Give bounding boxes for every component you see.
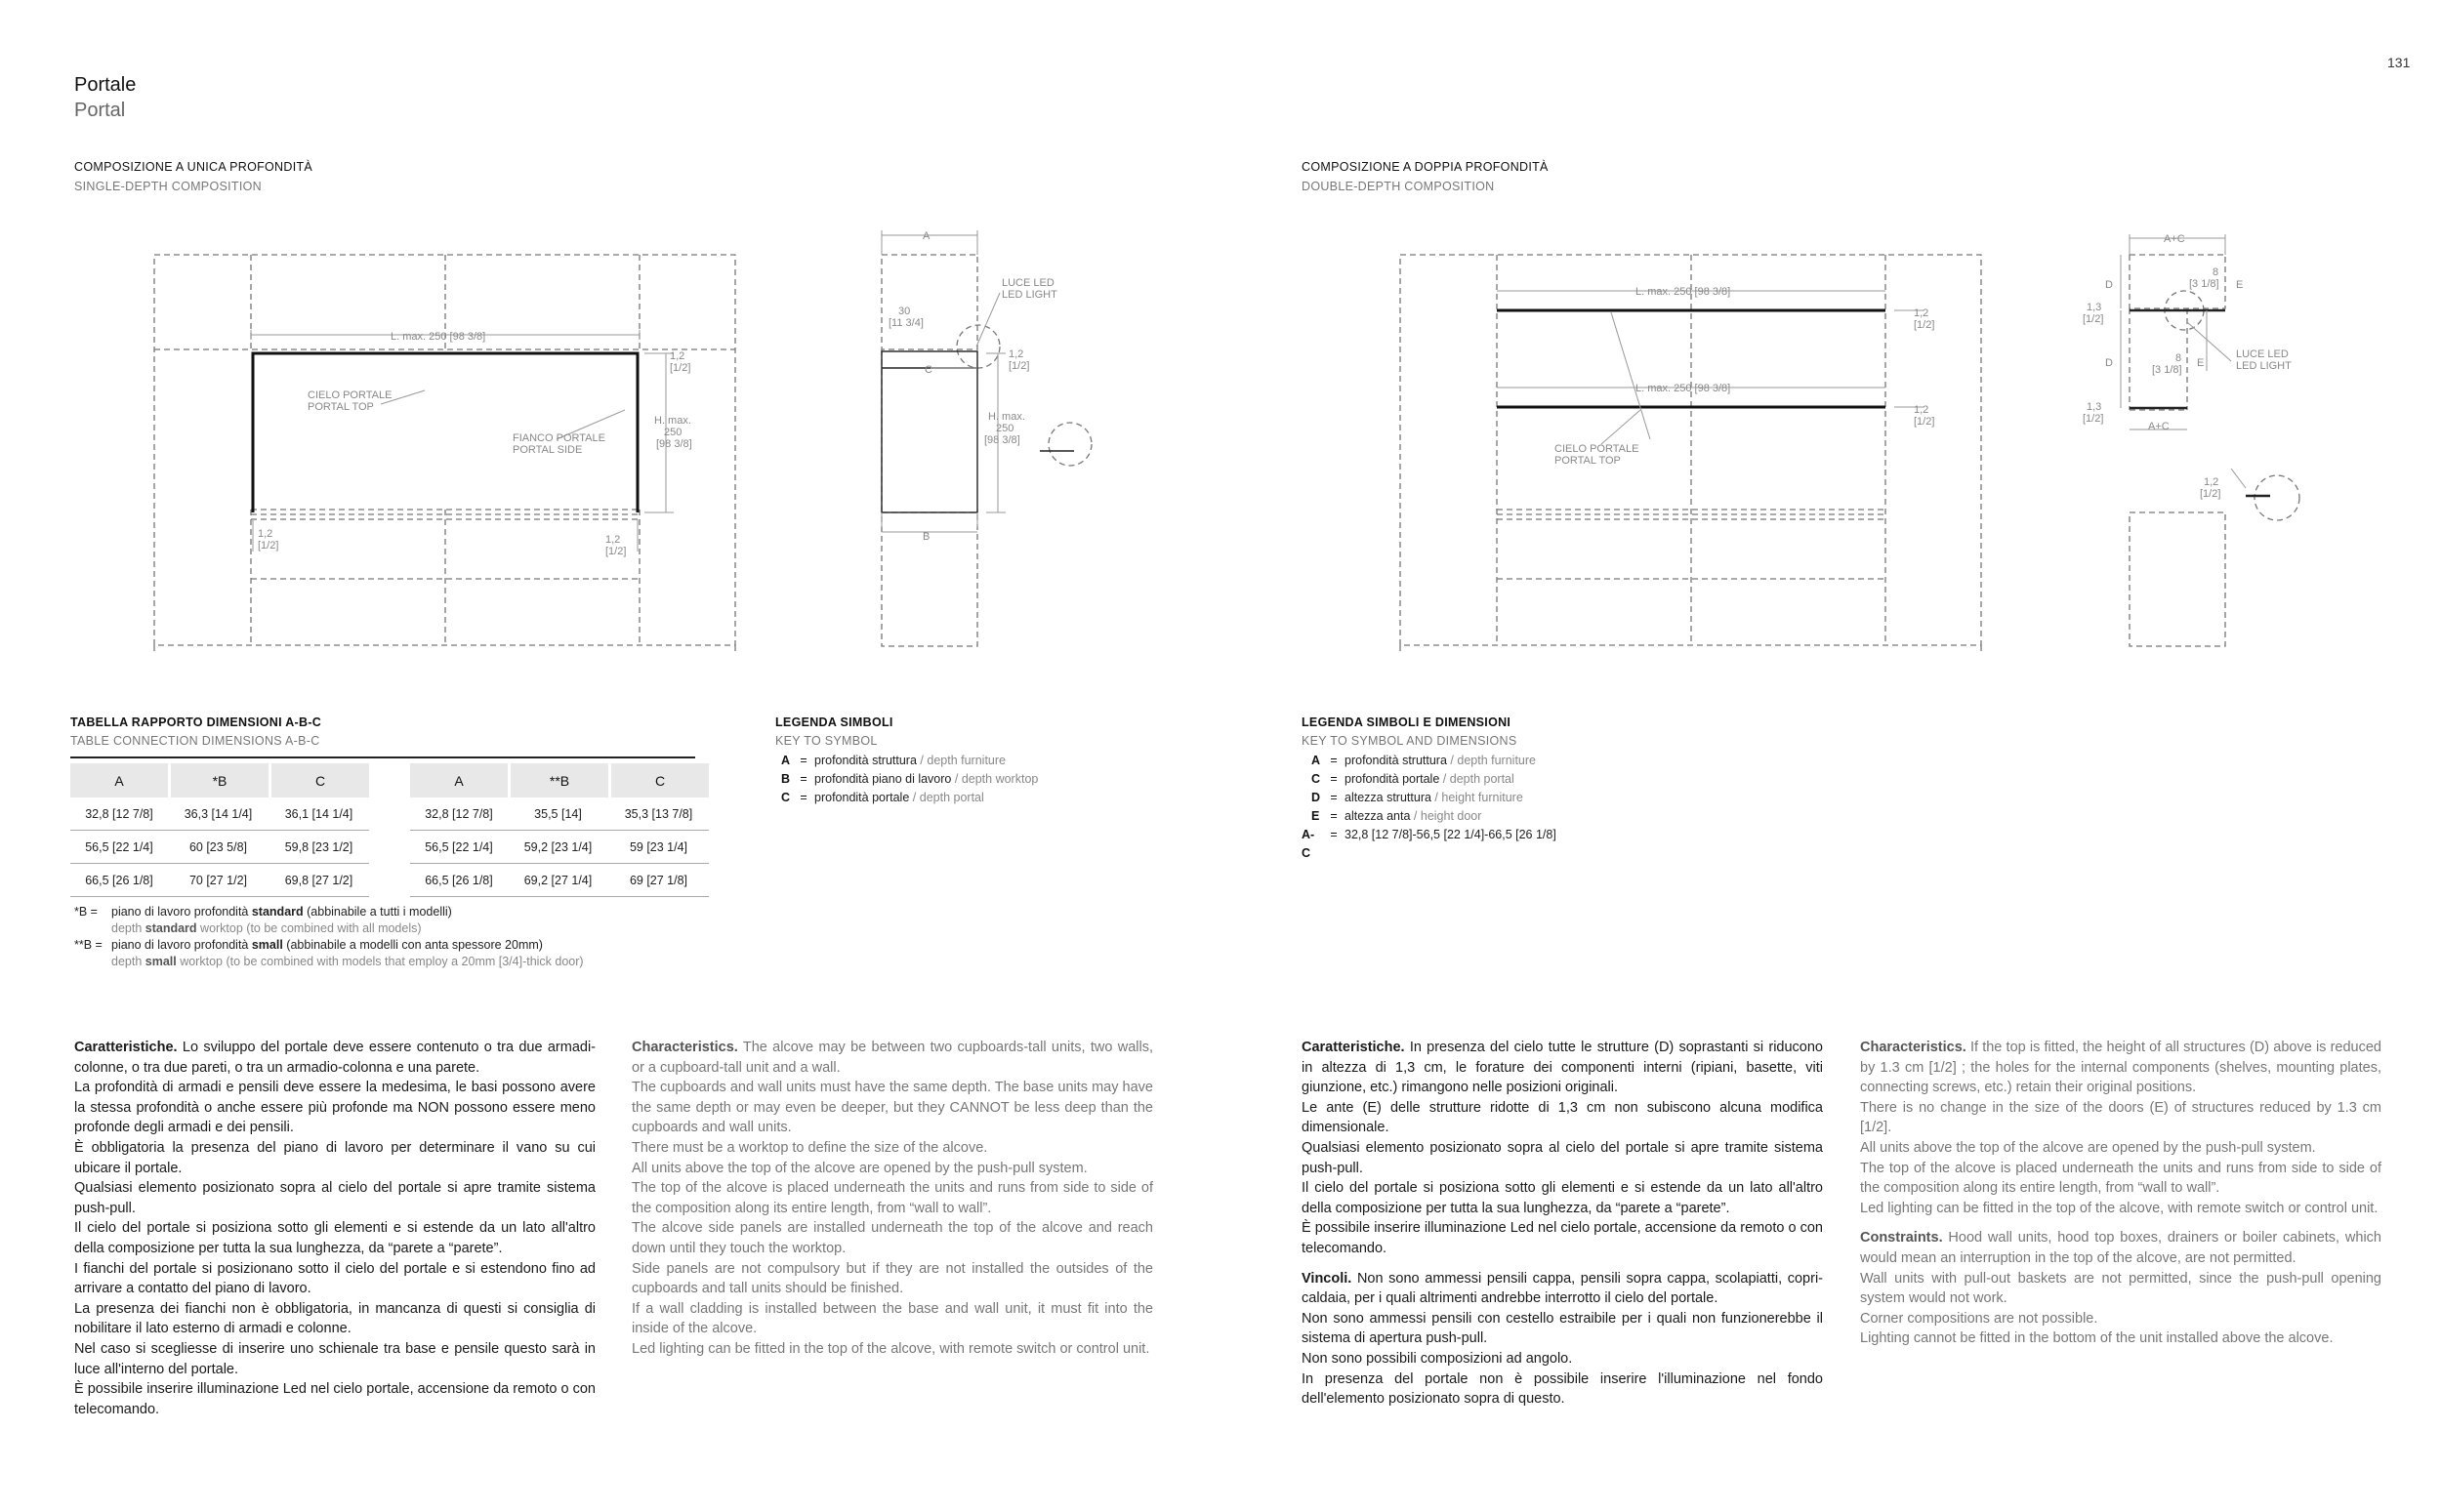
cell: 66,5 [26 1/8] <box>410 864 508 897</box>
paragraph: Non sono possibili composizioni ad angolo. <box>1302 1350 1573 1367</box>
legend-it: altezza struttura <box>1345 791 1431 804</box>
left-caption-en: SINGLE-DEPTH COMPOSITION <box>74 180 262 193</box>
dim-apc: A+C <box>2164 233 2185 245</box>
cell: 36,1 [14 1/4] <box>269 797 369 831</box>
col3-lead2: Vincoli. <box>1302 1270 1352 1287</box>
paragraph: Nel caso si scegliesse di inserire uno schienale tra base e pensile questo sarà in luce all'interno del portale. <box>74 1340 596 1377</box>
body-col-3 <box>1302 1038 1823 1410</box>
equals: = <box>800 791 807 804</box>
legend-key: C <box>1311 772 1321 786</box>
cell: 35,5 [14] <box>508 797 608 831</box>
paragraph: The alcove side panels are installed underneath the top of the alcove and reach down until they touch the worktop. <box>632 1220 1153 1256</box>
dim-13-top: 1,3 <box>2087 302 2102 313</box>
page-title: Portale <box>74 74 137 96</box>
legend-en: height furniture <box>1441 791 1523 804</box>
paragraph: Qualsiasi elemento posizionato sopra al cielo del portale si apre tramite sistema push-pull. <box>1302 1139 1823 1176</box>
table-row <box>70 797 709 831</box>
note1-it: piano di lavoro profondità <box>111 905 252 919</box>
paragraph: All units above the top of the alcove are opened by the push-pull system. <box>632 1160 1088 1176</box>
table-rule <box>70 756 695 758</box>
dim-lmax-top: L. max. 250 [98 3/8] <box>1635 286 1731 298</box>
cell: 32,8 [12 7/8] <box>410 797 508 831</box>
cell: 56,5 [22 1/4] <box>410 831 508 864</box>
legend-en: depth furniture <box>927 754 1006 767</box>
dim-D-top: D <box>2105 279 2113 291</box>
note1-en-rest: worktop (to be combined with all models) <box>196 921 422 935</box>
label-fianco-it: FIANCO PORTALE <box>513 432 605 444</box>
note1-it-rest: (abbinabile a tutti i modelli) <box>303 905 452 919</box>
right-caption-en: DOUBLE-DEPTH COMPOSITION <box>1302 180 1495 193</box>
dim-12-dd-top: 1,2 <box>1914 307 1929 319</box>
paragraph: È obbligatoria la presenza del piano di lavoro per determinare il vano su cui ubicare il portale. <box>74 1139 596 1176</box>
dim-8-mid: 8 <box>2175 352 2182 364</box>
paragraph: Side panels are not compulsory but if they are not installed the outsides of the cupboards and tall units should be finished. <box>632 1260 1153 1297</box>
paragraph: Qualsiasi elemento posizionato sopra al cielo del portale si apre tramite sistema push-pull. <box>74 1180 596 1216</box>
dim-30: 30 <box>898 306 911 317</box>
dim-hmax-sec: H. max. <box>988 411 1025 423</box>
paragraph: Le ante (E) delle strutture ridotte di 1,3 cm non subiscono alcuna modifica dimensionale. <box>1302 1099 1823 1136</box>
legend-key: B <box>781 772 791 786</box>
list-item <box>1302 789 1556 807</box>
dim-lmax-bottom: L. max. 250 [98 3/8] <box>1635 383 1731 394</box>
separator: / <box>1450 754 1454 767</box>
equals: = <box>1330 772 1338 786</box>
dim-12-in: [1/2] <box>670 362 691 374</box>
note2-it: piano di lavoro profondità <box>111 938 252 952</box>
label-led-dd-en: LED LIGHT <box>2236 360 2292 372</box>
th-b1: *B <box>168 763 269 797</box>
cell: 69,8 [27 1/2] <box>269 864 369 897</box>
dim-apc-mid: A+C <box>2148 421 2170 432</box>
th-c2: C <box>608 763 709 797</box>
note2-key: **B = <box>74 938 103 952</box>
paragraph: The cupboards and wall units must have the same depth. The base units may have the same depth or may even be deeper, but they CANNOT be less deep than the cupboards and wall units. <box>632 1080 1153 1136</box>
table-title-it: TABELLA RAPPORTO DIMENSIONI A-B-C <box>70 715 322 729</box>
note2-en-rest: worktop (to be combined with models that employ a 20mm [3/4]-thick door) <box>176 955 584 968</box>
label-cielo-dd-it: CIELO PORTALE <box>1554 443 1639 455</box>
dim-8-top: 8 <box>2213 266 2219 278</box>
list-item <box>1302 807 1556 826</box>
label-led-it: LUCE LED <box>1002 277 1055 289</box>
list-item <box>781 789 1038 807</box>
page-number: 131 <box>2387 55 2411 70</box>
double-depth-section-drawing <box>0 0 2441 683</box>
dim-12-dd-bot: 1,2 <box>1914 404 1929 416</box>
paragraph: In presenza del cielo tutte le strutture (D) soprastanti si riducono in altezza di 1,3 cm, le forature dei componenti interni (ripiani, basette, viti giunzione, etc.) rimangono nelle posizioni originali. <box>1302 1040 1823 1096</box>
note2-en-bold: small <box>145 955 177 968</box>
dim-12-dd-bot-in: [1/2] <box>1914 416 1935 428</box>
dim-hmax-sec-in: [98 3/8] <box>984 434 1020 446</box>
dim-E-top: E <box>2236 279 2244 291</box>
dim-hmax-in: [98 3/8] <box>656 438 692 450</box>
dim-13-bot: 1,3 <box>2087 401 2102 413</box>
dim-13-top-in: [1/2] <box>2083 313 2104 325</box>
list-item <box>781 752 1038 770</box>
dim-30-in: [11 3/4] <box>889 317 924 329</box>
th-a1: A <box>70 763 168 797</box>
paragraph: Non sono ammessi pensili cappa, pensili sopra cappa, scolapiatti, copri-caldaia, per i quali altrimenti andrebbe interrotto il cielo del portale. <box>1302 1270 1823 1307</box>
legend-it: altezza anta <box>1345 809 1411 823</box>
left-caption-it: COMPOSIZIONE A UNICA PROFONDITÀ <box>74 160 313 174</box>
legend-it: profondità struttura <box>814 754 917 767</box>
separator: / <box>1442 772 1447 786</box>
th-b2: **B <box>508 763 608 797</box>
label-cielo-dd-en: PORTAL TOP <box>1554 455 1621 467</box>
table-row <box>70 831 709 864</box>
note2-it-bold: small <box>251 938 283 952</box>
paragraph: Led lighting can be fitted in the top of the alcove, with remote switch or control unit. <box>1860 1200 2379 1216</box>
dim-E-mid: E <box>2197 357 2205 369</box>
label-led-dd-it: LUCE LED <box>2236 348 2289 360</box>
cell: 59,2 [23 1/4] <box>508 831 608 864</box>
dim-12-right: 1,2 <box>605 534 621 546</box>
dim-12-right-in: [1/2] <box>605 546 627 557</box>
equals: = <box>800 772 807 786</box>
note2-it-rest: (abbinabile a modelli con anta spessore 20mm) <box>282 938 543 952</box>
col3-lead: Caratteristiche. <box>1302 1040 1405 1055</box>
col2-lead: Characteristics. <box>632 1040 738 1055</box>
dimension-table <box>70 763 709 897</box>
separator: / <box>920 754 924 767</box>
th-a2: A <box>410 763 508 797</box>
paragraph: Wall units with pull-out baskets are not permitted, since the push-pull opening system would not work. <box>1860 1270 2381 1307</box>
paragraph: La presenza dei fianchi non è obbligatoria, in mancanza di questi si consiglia di nobilitare il lato esterno di armadi e colonne. <box>74 1300 596 1337</box>
dim-D-mid: D <box>2105 357 2113 369</box>
paragraph: È possibile inserire illuminazione Led nel cielo portale, accensione da remoto o con telecomando. <box>1302 1220 1823 1256</box>
separator: / <box>954 772 959 786</box>
cell: 56,5 [22 1/4] <box>70 831 168 864</box>
note1-en: depth <box>111 921 145 935</box>
paragraph: Il cielo del portale si posiziona sotto gli elementi e si estende da un lato all'altro della composizione per tutta la sua lunghezza, da “parete a “parete”. <box>74 1220 596 1256</box>
cell: 69,2 [27 1/4] <box>508 864 608 897</box>
legend-it: profondità struttura <box>1345 754 1447 767</box>
cell: 59 [23 1/4] <box>608 831 709 864</box>
legend-en: height door <box>1420 809 1482 823</box>
paragraph: È possibile inserire illuminazione Led nel cielo portale, accensione da remoto o con telecomando. <box>74 1381 596 1417</box>
body-col-1 <box>74 1038 596 1419</box>
dim-12-left: 1,2 <box>258 528 273 540</box>
paragraph: All units above the top of the alcove are opened by the push-pull system. <box>1860 1139 2316 1156</box>
equals: = <box>1330 791 1338 804</box>
paragraph: If the top is fitted, the height of all structures (D) above is reduced by 1.3 cm [1/2] ; the holes for the internal components (shelves, mounting plates, connecting screws, etc.) retain their original positions. <box>1860 1040 2381 1096</box>
dim-lmax: L. max. 250 [98 3/8] <box>391 331 486 343</box>
paragraph: Corner compositions are not possible. <box>1860 1310 2098 1327</box>
cell: 59,8 [23 1/2] <box>269 831 369 864</box>
paragraph: The alcove may be between two cupboards-tall units, two walls, or a cupboard-tall unit and a wall. <box>632 1040 1153 1076</box>
table-title-en: TABLE CONNECTION DIMENSIONS A-B-C <box>70 734 320 748</box>
dim-hmax-sec-val: 250 <box>996 423 1014 434</box>
equals: = <box>1330 828 1338 841</box>
legend-it: profondità piano di lavoro <box>814 772 952 786</box>
legend-en: depth portal <box>1449 772 1514 786</box>
cell: 35,3 [13 7/8] <box>608 797 709 831</box>
separator: / <box>1434 791 1438 804</box>
paragraph: Hood wall units, hood top boxes, drainers or boiler cabinets, which would mean an interruption in the top of the alcove, are not permitted. <box>1860 1230 2381 1266</box>
cell: 69 [27 1/8] <box>608 864 709 897</box>
equals: = <box>1330 754 1338 767</box>
col1-lead: Caratteristiche. <box>74 1040 178 1055</box>
th-c1: C <box>269 763 369 797</box>
paragraph: La profondità di armadi e pensili deve essere la medesima, le basi possono avere la stessa profondità o anche essere più profonde ma NON possono essere meno profonde degli armadi e dei pensili. <box>74 1080 596 1136</box>
body-col-2 <box>632 1038 1153 1360</box>
legend2-title-en: KEY TO SYMBOL AND DIMENSIONS <box>1302 734 1517 748</box>
legend-it: 32,8 [12 7/8]-56,5 [22 1/4]-66,5 [26 1/8] <box>1345 828 1556 841</box>
paragraph: Lighting cannot be fitted in the bottom of the unit installed above the alcove. <box>1860 1330 2334 1347</box>
separator: / <box>912 791 917 804</box>
legend2-list <box>1302 752 1556 863</box>
note1-en-bold: standard <box>145 921 197 935</box>
legend-key: A-C <box>1302 828 1315 860</box>
legend-key: E <box>1311 809 1320 823</box>
cell: 66,5 [26 1/8] <box>70 864 168 897</box>
paragraph: Non sono ammessi pensili con cestello estraibile per i quali non funzionerebbe il sistema di apertura push-pull. <box>1302 1310 1823 1347</box>
dim-B: B <box>923 531 931 543</box>
legend2-title-it: LEGENDA SIMBOLI E DIMENSIONI <box>1302 715 1511 729</box>
table-row <box>70 864 709 897</box>
paragraph: Lo sviluppo del portale deve essere contenuto o tra due armadi-colonne, o tra due pareti, o tra un armadio-colonna e una parete. <box>74 1040 596 1076</box>
paragraph: The top of the alcove is placed underneath the units and runs from side to side of the composition along its entire length, from “wall to wall”. <box>1860 1160 2381 1197</box>
list-item <box>1302 826 1556 863</box>
dim-12-dd-sec: 1,2 <box>2204 476 2219 488</box>
note1-it-bold: standard <box>251 905 304 919</box>
list-item <box>781 770 1038 789</box>
body-col-4 <box>1860 1038 2381 1349</box>
legend1-title-en: KEY TO SYMBOL <box>775 734 878 748</box>
paragraph: If a wall cladding is installed between the base and wall unit, it must fit into the inside of the alcove. <box>632 1300 1153 1337</box>
legend-en: depth portal <box>919 791 984 804</box>
legend1-title-it: LEGENDA SIMBOLI <box>775 715 893 729</box>
page-subtitle: Portal <box>74 100 126 121</box>
list-item <box>1302 752 1556 770</box>
legend-key: A <box>1311 754 1321 767</box>
dim-12-dd-top-in: [1/2] <box>1914 319 1935 331</box>
dim-hmax-val: 250 <box>664 427 683 438</box>
legend-key: D <box>1311 791 1321 804</box>
cell: 36,3 [14 1/4] <box>168 797 269 831</box>
cell: 70 [27 1/2] <box>168 864 269 897</box>
dim-12-dd-sec-in: [1/2] <box>2200 488 2221 500</box>
paragraph: There is no change in the size of the doors (E) of structures reduced by 1.3 cm [1/2]. <box>1860 1099 2381 1136</box>
label-fianco-en: PORTAL SIDE <box>513 444 583 456</box>
label-led-en: LED LIGHT <box>1002 289 1057 301</box>
note2-en: depth <box>111 955 145 968</box>
col4-lead: Characteristics. <box>1860 1040 1966 1055</box>
note1-key: *B = <box>74 905 98 919</box>
table-notes <box>74 904 719 970</box>
dim-12: 1,2 <box>670 350 685 362</box>
right-caption-it: COMPOSIZIONE A DOPPIA PROFONDITÀ <box>1302 160 1549 174</box>
label-cielo-en: PORTAL TOP <box>308 401 374 413</box>
dim-C: C <box>925 364 932 376</box>
equals: = <box>800 754 807 767</box>
paragraph: Il cielo del portale si posiziona sotto gli elementi e si estende da un lato all'altro della composizione per tutta la sua lunghezza, da “parete a “parete”. <box>1302 1180 1823 1216</box>
legend-it: profondità portale <box>814 791 910 804</box>
paragraph: There must be a worktop to define the size of the alcove. <box>632 1139 988 1156</box>
paragraph: I fianchi del portale si posizionano sotto il cielo del portale e si estendono fino ad arrivare a contatto del piano di lavoro. <box>74 1260 596 1297</box>
equals: = <box>1330 809 1338 823</box>
legend-key: A <box>781 754 791 767</box>
label-cielo-it: CIELO PORTALE <box>308 389 393 401</box>
cell: 60 [23 5/8] <box>168 831 269 864</box>
legend-it: profondità portale <box>1345 772 1440 786</box>
dim-hmax: H. max. <box>654 415 691 427</box>
dim-8-mid-in: [3 1/8] <box>2152 364 2182 376</box>
dim-12-sec: 1,2 <box>1009 348 1024 360</box>
legend1-list <box>781 752 1038 807</box>
dim-A: A <box>923 230 931 242</box>
paragraph: The top of the alcove is placed underneath the units and runs from side to side of the composition along its entire length, from “wall to wall”. <box>632 1180 1153 1216</box>
dim-8-top-in: [3 1/8] <box>2189 278 2219 290</box>
cell: 32,8 [12 7/8] <box>70 797 168 831</box>
list-item <box>1302 770 1556 789</box>
legend-en: depth worktop <box>961 772 1039 786</box>
paragraph: Led lighting can be fitted in the top of the alcove, with remote switch or control unit. <box>632 1340 1150 1357</box>
legend-key: C <box>781 791 791 804</box>
separator: / <box>1413 809 1418 823</box>
legend-en: depth furniture <box>1457 754 1536 767</box>
dim-12-sec-in: [1/2] <box>1009 360 1030 372</box>
dim-12-left-in: [1/2] <box>258 540 279 552</box>
paragraph: In presenza del portale non è possibile inserire l'illuminazione nel fondo dell'elemento posizionato sopra di questo. <box>1302 1370 1823 1408</box>
col4-lead2: Constraints. <box>1860 1230 1943 1246</box>
dim-13-bot-in: [1/2] <box>2083 413 2104 425</box>
